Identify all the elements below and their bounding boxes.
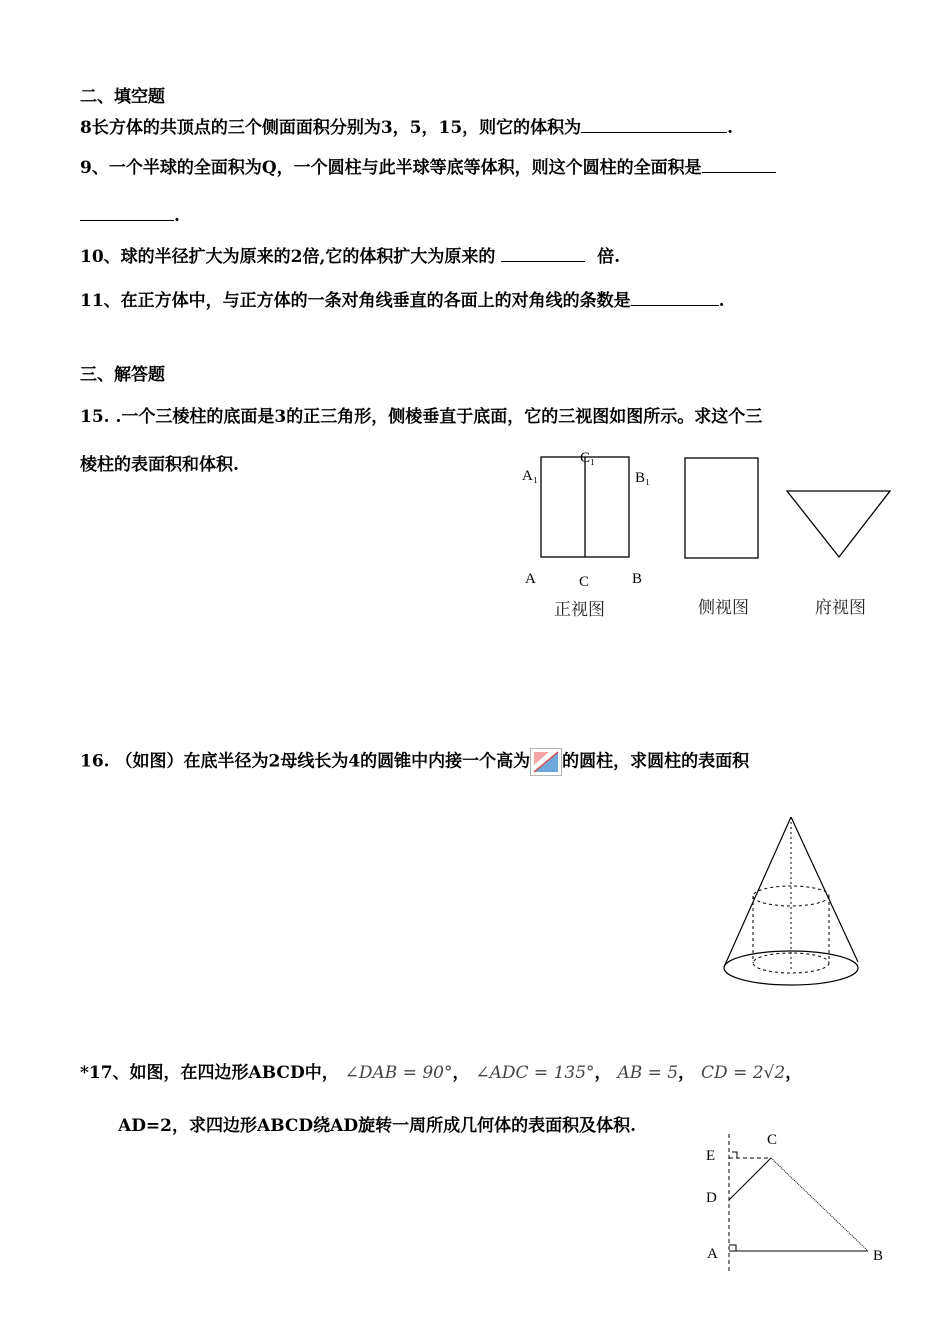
math-CD: CD = 2√2 [701, 1063, 786, 1083]
label-A: A [707, 1246, 718, 1262]
label-B: B [632, 571, 643, 587]
label-D: D [706, 1190, 717, 1206]
question-8-text: 8长方体的共顶点的三个侧面面积分别为3，5，15，则它的体积为 [80, 118, 582, 138]
math-angle-DAB: ∠DAB = 90° [344, 1063, 453, 1083]
question-9-text: 9、一个半球的全面积为Q，一个圆柱与此半球等底等体积，则这个圆柱的全面积是 [80, 158, 702, 178]
label-B1: B₁ [635, 470, 651, 486]
section-heading-fill-blank: 二、填空题 [80, 87, 165, 107]
label-A1: A₁ [522, 468, 539, 484]
label-C1: C₁ [580, 450, 596, 466]
math-AB: AB = 5 [617, 1063, 679, 1083]
question-10-text: 10、球的半径扩大为原来的2倍,它的体积扩大为原来的 [80, 247, 496, 267]
separator: ， [452, 1063, 470, 1083]
separator: ， [594, 1063, 612, 1083]
caption-front-view: 正视图 [554, 600, 605, 620]
caption-top-view: 府视图 [815, 598, 866, 618]
label-C: C [767, 1132, 778, 1148]
question-17-line2: AD=2，求四边形ABCD绕AD旋转一周所成几何体的表面积及体积. [118, 1116, 637, 1136]
question-15-line2: 棱柱的表面积和体积. [80, 455, 239, 475]
question-15-line1: 15. .一个三棱柱的底面是3的正三角形，侧棱垂直于底面，它的三视图如图所示。求这个三 [80, 407, 763, 427]
separator: ， [678, 1063, 696, 1083]
separator: ， [785, 1063, 803, 1083]
question-9-end: . [174, 206, 180, 226]
label-E: E [706, 1148, 716, 1164]
question-11-text: 11、在正方体中，与正方体的一条对角线垂直的各面上的对角线的条数是 [80, 291, 631, 311]
question-10-end: 倍. [597, 247, 621, 267]
question-8-end: . [727, 118, 734, 138]
question-11-end: . [718, 291, 725, 311]
question-16-before: 16. （如图）在底半径为2母线长为4的圆锥中内接一个高为 [80, 751, 531, 772]
math-angle-ADC: ∠ADC = 135° [475, 1063, 595, 1083]
section-heading-solve: 三、解答题 [80, 365, 165, 385]
label-C: C [579, 574, 590, 590]
question-17-intro: *17、如图，在四边形ABCD中， [80, 1063, 339, 1083]
question-16-after: 的圆柱，求圆柱的表面积 [562, 751, 750, 772]
label-B: B [873, 1248, 884, 1264]
label-A: A [525, 571, 536, 587]
caption-side-view: 侧视图 [698, 598, 749, 618]
